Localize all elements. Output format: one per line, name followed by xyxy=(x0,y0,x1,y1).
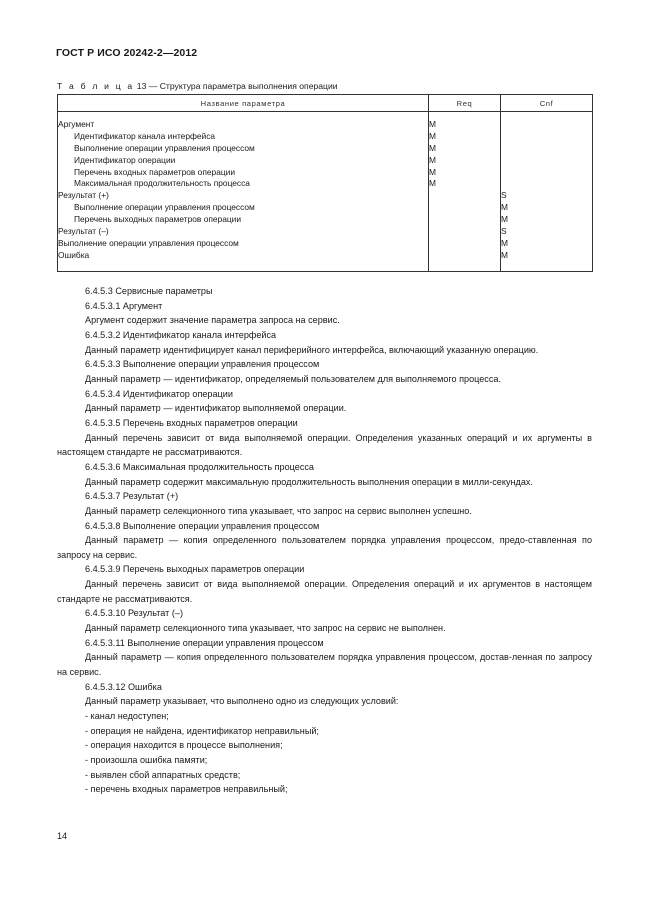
section-heading: 6.4.5.3.2 Идентификатор канала интерфейса xyxy=(85,329,277,340)
paragraph: - произошла ошибка памяти; xyxy=(85,755,208,765)
req-code xyxy=(429,226,500,238)
cnf-codes-cell xyxy=(501,112,593,272)
parameter-name: Ошибка xyxy=(58,249,90,260)
paragraph: Данный параметр селекционного типа указывает, что запрос на сервис не выполнен. xyxy=(85,623,446,634)
paragraph: Данный параметр идентифицирует канал периферийного интерфейса, включающий указанную операцию. xyxy=(85,344,539,355)
parameter-structure-table xyxy=(57,94,593,272)
section-heading: 6.4.5.3.12 Ошибка xyxy=(85,681,162,692)
table-caption xyxy=(57,81,338,91)
section-heading: 6.4.5.3.6 Максимальная продолжительность процесса xyxy=(85,461,314,472)
cnf-code: M xyxy=(501,202,508,213)
paragraph: Данный перечень зависит от вида выполняемой операции. Определения операций и их аргументов в настоящем стандарте не рассматриваются. xyxy=(57,579,592,604)
cnf-code: S xyxy=(501,226,507,237)
page-number: 14 xyxy=(57,831,68,841)
parameter-name: Выполнение операции управления процессом xyxy=(74,202,255,213)
parameter-name: Аргумент xyxy=(58,119,95,129)
paragraph: Данный параметр содержит максимальную продолжительность выполнения операции в милли-секундах. xyxy=(85,476,533,487)
section-heading: 6.4.5.3.4 Идентификатор операции xyxy=(85,388,233,399)
req-code xyxy=(429,214,500,226)
paragraph: Данный перечень зависит от вида выполняемой операции. Определения указанных операций и их аргументы в настоящем стандарте не рассматриваются. xyxy=(57,432,592,458)
parameter-name: Максимальная продолжительность процесса xyxy=(74,178,250,189)
paragraph: - операция не найдена, идентификатор неправильный; xyxy=(85,725,319,736)
req-code: M xyxy=(429,142,436,153)
paragraph: Аргумент содержит значение параметра запроса на сервис. xyxy=(85,315,340,326)
cnf-code xyxy=(501,119,592,131)
document-header: ГОСТ Р ИСО 20242-2—2012 xyxy=(56,47,198,59)
paragraph: Данный параметр — идентификатор, определяемый пользователем для выполняемого процесса. xyxy=(85,373,501,384)
paragraph: - перечень входных параметров неправильный; xyxy=(85,784,288,795)
cnf-code: M xyxy=(501,237,508,248)
parameter-name: Идентификатор операции xyxy=(74,154,176,165)
cnf-code xyxy=(501,155,592,167)
cnf-code xyxy=(501,131,592,143)
paragraph: - выявлен сбой аппаратных средств; xyxy=(85,769,241,780)
req-code: M xyxy=(429,130,436,141)
section-heading: 6.4.5.3.5 Перечень входных параметров операции xyxy=(85,417,298,428)
paragraph: Данный параметр селекционного типа указывает, что запрос на сервис выполнен успешно. xyxy=(85,505,472,516)
column-header-req: Req xyxy=(429,95,501,112)
req-code xyxy=(429,238,500,250)
section-heading: 6.4.5.3 Сервисные параметры xyxy=(85,286,213,296)
parameter-name: Выполнение операции управления процессом xyxy=(58,237,239,248)
parameter-name: Идентификатор канала интерфейса xyxy=(74,130,216,141)
section-heading: 6.4.5.3.10 Результат (–) xyxy=(85,608,183,619)
req-code: M xyxy=(429,166,436,177)
req-code: M xyxy=(429,119,436,129)
section-heading: 6.4.5.3.11 Выполнение операции управления процессом xyxy=(85,637,324,648)
document-body-text xyxy=(57,284,592,797)
req-code xyxy=(429,202,500,214)
cnf-code: M xyxy=(501,214,508,225)
paragraph: Данный параметр — копия определенного пользователем порядка управления процессом, предо-ставленная по запросу на сервис. xyxy=(57,535,592,560)
parameter-name: Результат (+) xyxy=(58,190,109,201)
paragraph: - операция находится в процессе выполнения; xyxy=(85,740,283,751)
parameter-name: Выполнение операции управления процессом xyxy=(74,142,255,153)
section-heading: 6.4.5.3.9 Перечень выходных параметров операции xyxy=(85,564,305,575)
cnf-code xyxy=(501,167,592,179)
parameter-name: Перечень входных параметров операции xyxy=(74,166,236,177)
section-heading: 6.4.5.3.8 Выполнение операции управления процессом xyxy=(85,520,320,531)
column-header-name: Название параметра xyxy=(58,95,429,112)
table-caption-title: 13 — Структура параметра выполнения операции xyxy=(134,81,338,91)
paragraph: Данный параметр — копия определенного пользователем порядка управления процессом, достав-ленная по запросу на сервис. xyxy=(57,652,592,678)
req-code xyxy=(429,190,500,202)
table-caption-label: Т а б л и ц а xyxy=(57,81,135,91)
cnf-code: S xyxy=(501,190,507,201)
column-header-cnf: Cnf xyxy=(501,95,593,112)
table-header-row xyxy=(58,95,593,112)
section-heading: 6.4.5.3.1 Аргумент xyxy=(85,300,163,311)
parameter-names-cell xyxy=(58,112,429,272)
parameter-name: Результат (–) xyxy=(58,226,109,237)
section-heading: 6.4.5.3.3 Выполнение операции управления процессом xyxy=(85,359,320,370)
req-code: M xyxy=(429,154,436,165)
paragraph: - канал недоступен; xyxy=(85,711,169,722)
parameter-name: Перечень выходных параметров операции xyxy=(74,214,242,225)
cnf-code: M xyxy=(501,249,508,260)
req-code: M xyxy=(429,178,436,189)
paragraph: Данный параметр — идентификатор выполняемой операции. xyxy=(85,403,347,414)
cnf-code xyxy=(501,178,592,190)
section-heading: 6.4.5.3.7 Результат (+) xyxy=(85,491,179,502)
req-codes-cell xyxy=(429,112,501,272)
cnf-code xyxy=(501,143,592,155)
req-code xyxy=(429,250,500,262)
paragraph: Данный параметр указывает, что выполнено одно из следующих условий: xyxy=(85,696,399,707)
table-body-row xyxy=(58,112,593,272)
